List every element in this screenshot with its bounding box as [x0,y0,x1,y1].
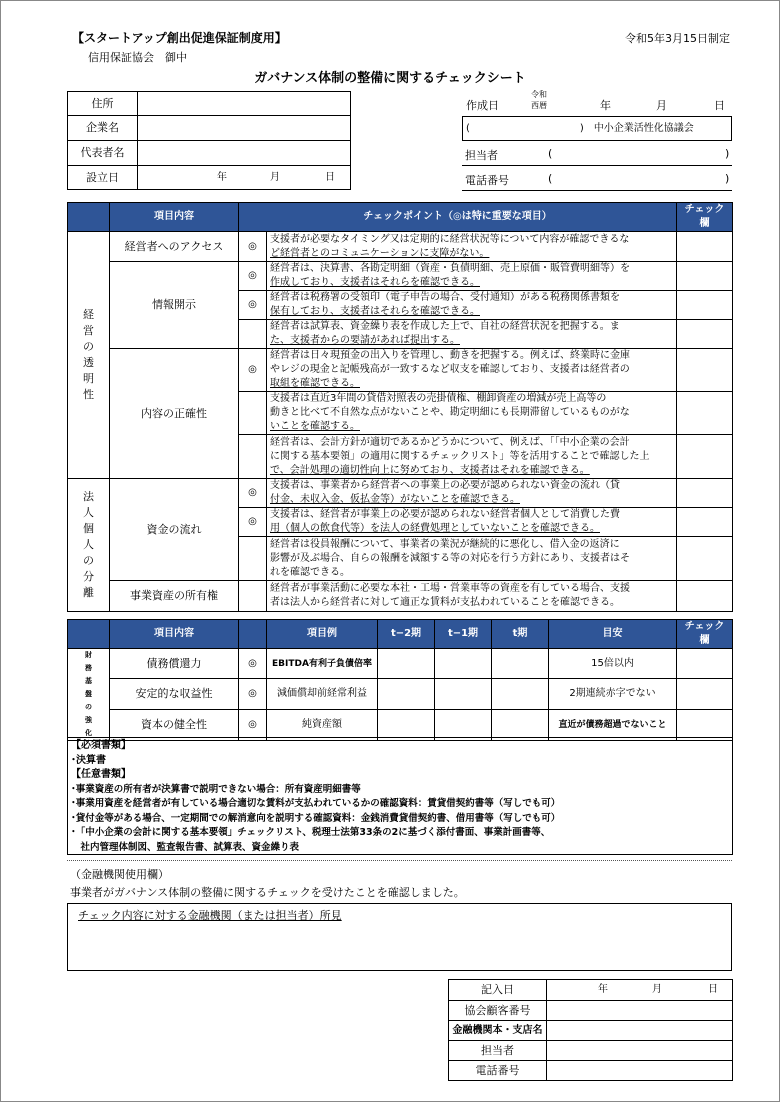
company-field[interactable] [138,116,351,141]
checkpoint-text: 経営者は、会計方針が適切であるかどうかについて、例えば、「「中小企業の会計 に関する基本要領」の適用に関するチェックリスト」等を活用することで確認した上 で、会計処理の適切性向上に努めており、支援者はそれを確認できる。 [267,435,677,479]
t-field[interactable] [492,679,549,709]
finance-example: EBITDA有利子負債倍率 [267,649,378,679]
header-check: チェック欄 [677,203,733,232]
checkpoint-text: 経営者は日々現預金の出入りを管理し、動きを把握する。例えば、終業時に金庫 やレジの現金と記帳残高が一致するなど収支を確認しており、支援者は経営者の 取組を確認できる。 [267,349,677,392]
phone-number-field[interactable] [547,1061,733,1081]
entry-table [448,979,733,1081]
checkpoint-text: 支援者が必要なタイミング又は定期的に経営状況等について内容が確認できるな ど経営者とのコミュニケーションに支障がない。 [267,232,677,262]
check-cell[interactable] [677,537,733,581]
creator-phone-close: ) [725,172,730,185]
founded-month: 月 [270,171,280,183]
era-seireki: 西暦 [531,101,547,110]
important-mark: ◎ [239,291,267,320]
check-cell[interactable] [677,392,733,435]
finance-section-label: 財 務 基 盤 の 強 化 [68,649,110,741]
header-blank [68,620,110,649]
header-blank-mark [239,620,267,649]
t-field[interactable] [492,649,549,679]
header-blank [68,203,110,232]
header-item: 項目内容 [110,620,239,649]
opinion-box[interactable] [67,903,732,971]
applicant-table [67,91,351,190]
header-target: 目安 [549,620,677,649]
no-mark [239,435,267,479]
item-accuracy: 内容の正確性 [110,349,239,479]
doc-line: ･決算書 [71,754,106,766]
check-cell[interactable] [677,262,733,291]
creator-person-label: 担当者 [465,149,498,162]
customer-number-label: 協会顧客番号 [449,1001,547,1021]
creation-day: 日 [714,99,725,112]
important-mark: ◎ [239,232,267,262]
item-disclosure: 情報開示 [110,262,239,349]
era-reiwa: 令和 [531,90,547,99]
creation-month: 月 [656,99,667,112]
creation-date-label: 作成日 [466,99,499,112]
finance-target: 直近が債務超過でないこと [549,709,677,740]
important-mark: ◎ [239,508,267,537]
doc-line: ･貸付金等がある場合、一定期間での解消意向を説明する確認資料：金銭消費貸借契約書、借用書等（写しでも可） [71,812,561,824]
header-t2: t−2期 [378,620,435,649]
creator-person-close: ) [725,147,730,160]
phone-underline [462,190,732,191]
entry-month: 月 [652,984,662,995]
checkpoint-text: 経営者は税務署の受領印（電子申告の場合、受付通知）がある税務関係書類を 保有しており、支援者はそれらを確認できる。 [267,291,677,320]
header-item: 項目内容 [110,203,239,232]
checkpoint-text: 経営者は役員報酬について、事業者の業況が継続的に悪化し、借入金の返済に 影響が及ぶ場合、自らの報酬を減額する等の対応を行う方針にあり、支援者はそ れを確認できる。 [267,537,677,581]
bank-branch-field[interactable] [547,1021,733,1041]
doc-line: 【必須書類】 [71,740,131,751]
program-title: 【スタートアップ創出促進保証制度用】 [72,31,287,45]
close-paren: ) [579,122,584,134]
finance-item: 安定的な収益性 [110,679,239,709]
no-mark [239,392,267,435]
founded-date-field[interactable] [138,166,351,190]
council-field[interactable] [463,117,732,141]
doc-line: ･事業資産の所有者が決算書で説明できない場合：所有資産明細書等 [71,783,361,795]
t-field[interactable] [492,709,549,740]
no-mark [239,320,267,349]
section-transparency-label: 経 営 の 透 明 性 [68,232,110,479]
creator-phone-label: 電話番号 [465,174,509,187]
person-in-charge-field[interactable] [547,1041,733,1061]
check-cell[interactable] [677,581,733,612]
person-underline [462,165,732,166]
founded-day: 日 [325,171,335,183]
creation-year: 年 [600,99,611,112]
header-t: t期 [492,620,549,649]
check-cell[interactable] [677,679,733,709]
company-label: 企業名 [68,116,138,141]
bank-section-label: （金融機関使用欄） [70,868,169,881]
doc-line: 【任意書類】 [71,769,131,780]
important-mark: ◎ [239,479,267,508]
important-mark: ◎ [239,262,267,291]
check-cell[interactable] [677,649,733,679]
entry-year: 年 [598,984,608,995]
t2-field[interactable] [378,679,435,709]
documents-box [67,737,733,855]
header-checkpoint: チェックポイント（◎は特に重要な項目） [239,203,677,232]
entry-date-field[interactable] [547,980,733,1001]
checkpoint-text: 経営者は、決算書、各勘定明細（資産・負債明細、売上原価・販管費明細等）を 作成しており、支援者はそれらを確認できる。 [267,262,677,291]
important-mark: ◎ [239,649,267,679]
open-paren: ( [466,122,470,134]
era-selector[interactable] [531,89,547,111]
addressee: 信用保証協会 御中 [88,51,187,64]
important-mark: ◎ [239,709,267,740]
dotted-separator [67,860,732,861]
bank-statement: 事業者がガバナンス体制の整備に関するチェックを受けたことを確認しました。 [70,886,465,899]
section-separation-label: 法 人 個 人 の 分 離 [68,479,110,612]
item-access: 経営者へのアクセス [110,232,239,262]
no-mark [239,581,267,612]
doc-line: ･「中小企業の会計に関する基本要領」チェックリスト、税理士法第33条の2に基づく添付書面、事業計画書等、 [71,827,551,838]
check-cell[interactable] [677,349,733,392]
address-field[interactable] [138,92,351,116]
phone-number-label: 電話番号 [449,1061,547,1081]
t1-field[interactable] [435,649,492,679]
established-date: 令和5年3月15日制定 [625,32,730,45]
checkpoint-text: 経営者は試算表、資金繰り表を作成した上で、自社の経営状況を把握する。ま た、支援者からの要請があれば提出する。 [267,320,677,349]
creator-table [462,116,732,141]
check-table [67,202,733,612]
t1-field[interactable] [435,679,492,709]
person-in-charge-label: 担当者 [449,1041,547,1061]
representative-field[interactable] [138,141,351,166]
check-cell[interactable] [677,291,733,320]
t2-field[interactable] [378,649,435,679]
council-name: 中小企業活性化協議会 [593,122,694,134]
page-title: ガバナンス体制の整備に関するチェックシート [254,71,526,86]
creator-phone-open: ( [548,172,553,185]
check-cell[interactable] [677,709,733,740]
finance-target: 15倍以内 [549,649,677,679]
doc-line: ･事業用資産を経営者が有している場合適切な賃料が支払われているかの確認資料：賃貸借契約書等（写しでも可） [71,798,561,809]
finance-item: 資本の健全性 [110,709,239,740]
entry-day: 日 [708,984,718,995]
finance-example: 減価償却前経常利益 [267,679,378,709]
entry-date-label: 記入日 [449,980,547,1001]
check-cell[interactable] [677,479,733,508]
check-cell[interactable] [677,435,733,479]
bank-branch-label: 金融機関本・支店名 [449,1021,547,1041]
customer-number-field[interactable] [547,1001,733,1021]
finance-table [67,619,733,741]
checkpoint-text: 支援者は、経営者が事業上の必要が認められない経営者個人として消費した費 用（個人の飲食代等）を法人の経費処理としていないことを確認できる。 [267,508,677,537]
header-t1: t−1期 [435,620,492,649]
finance-example: 純資産額 [267,709,378,740]
t2-field[interactable] [378,709,435,740]
item-cashflow: 資金の流れ [110,479,239,581]
header-example: 項目例 [267,620,378,649]
item-asset-ownership: 事業資産の所有権 [110,581,239,612]
doc-line: 社内管理体制図、監査報告書、試算表、資金繰り表 [71,841,300,853]
finance-target: 2期連続赤字でない [549,679,677,709]
check-cell[interactable] [677,508,733,537]
opinion-label: チェック内容に対する金融機関（または担当者）所見 [78,909,342,922]
finance-item: 債務償還力 [110,649,239,679]
founded-label: 設立日 [68,166,138,190]
important-mark: ◎ [239,679,267,709]
checkpoint-text: 経営者が事業活動に必要な本社・工場・営業車等の資産を有している場合、支援 者は法人から経営者に対して適正な賃料が支払われていることを確認できる。 [267,581,677,612]
checkpoint-text: 支援者は直近3年間の貸借対照表の売掛債権、棚卸資産の増減が売上高等の 動きと比べて不自然な点がないことや、勘定明細にも長期滞留しているものがな いことを確認する。 [267,392,677,435]
address-label: 住所 [68,92,138,116]
check-cell[interactable] [677,232,733,262]
checkpoint-text: 支援者は、事業者から経営者への事業上の必要が認められない資金の流れ（貸 付金、未収入金、仮払金等）がないことを確認できる。 [267,479,677,508]
important-mark: ◎ [239,349,267,392]
t1-field[interactable] [435,709,492,740]
creator-person-open: ( [548,147,553,160]
no-mark [239,537,267,581]
header-check: チェック欄 [677,620,733,649]
representative-label: 代表者名 [68,141,138,166]
check-cell[interactable] [677,320,733,349]
founded-year: 年 [217,171,227,183]
